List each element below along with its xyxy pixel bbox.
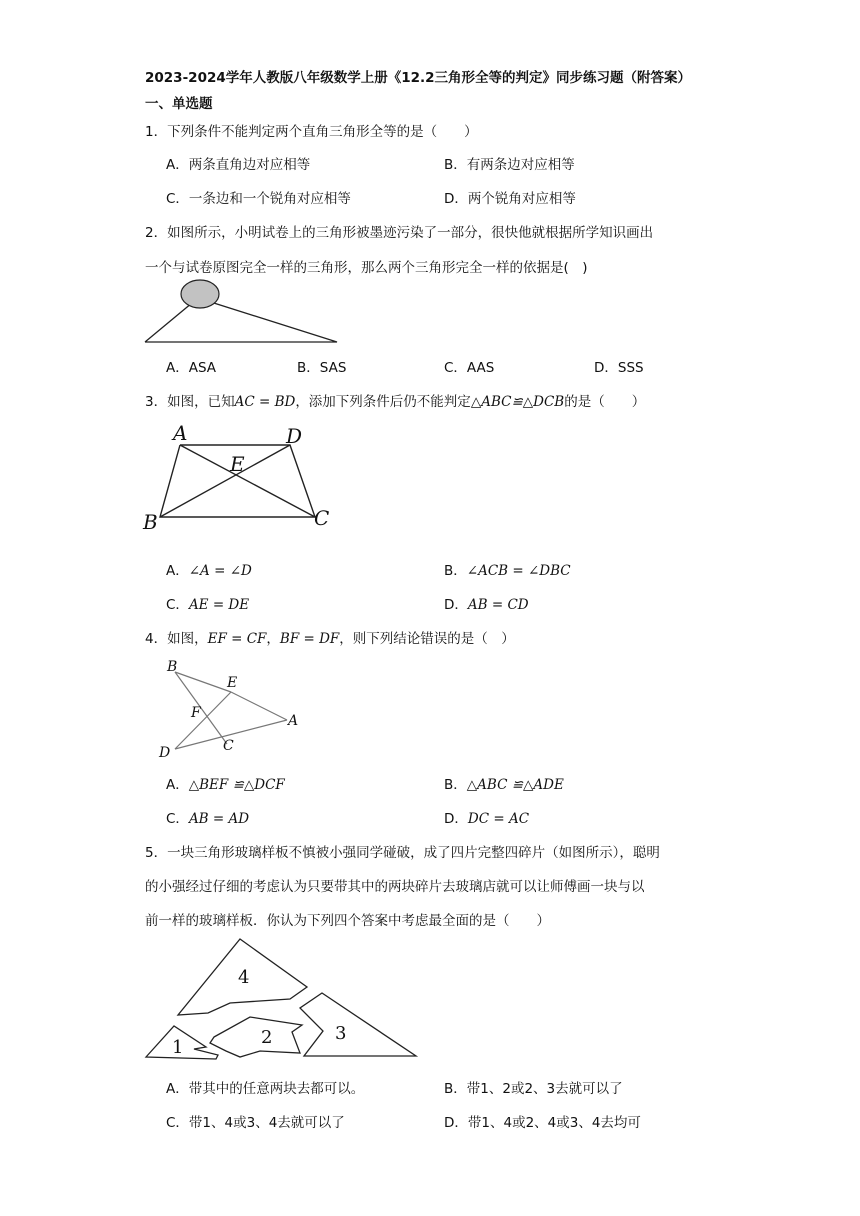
question-4-stem-suffix: ，则下列结论错误的是（ ）: [339, 631, 515, 647]
question-4-option-c-math: AB = AD: [188, 811, 250, 827]
question-3-stem-math1: AC = BD: [234, 394, 296, 410]
label-d: D: [286, 424, 303, 448]
question-4-stem-prefix: 4．如图，: [145, 631, 208, 647]
question-2-option-c[interactable]: C．AAS: [444, 360, 495, 376]
label-c: C: [314, 506, 330, 530]
question-5-option-c[interactable]: C．带1、4或3、4去就可以了: [166, 1115, 345, 1131]
question-3-option-b-math: ∠ACB = ∠DBC: [466, 563, 571, 579]
label-f: F: [191, 705, 201, 721]
question-4-figure: [155, 656, 305, 762]
question-4-option-b-math: △ABC ≌△ADE: [466, 777, 564, 793]
question-1-option-b[interactable]: B．有两条边对应相等: [444, 157, 575, 173]
question-3-stem-suffix: 的是（ ）: [564, 394, 646, 410]
question-3-option-c[interactable]: [166, 593, 249, 613]
label-a: A: [288, 713, 299, 729]
question-4-option-b-letter: B．: [444, 777, 467, 793]
question-5-option-a[interactable]: A．带其中的任意两块去都可以。: [166, 1081, 365, 1097]
label-b: B: [167, 659, 178, 675]
question-2-stem-line1: 2．如图所示，小明试卷上的三角形被墨迹污染了一部分，很快他就根据所学知识画出: [145, 225, 654, 241]
question-3-stem-prefix: 3．如图，已知: [145, 394, 235, 410]
question-2-figure: [140, 276, 345, 346]
question-3-stem: [145, 390, 645, 410]
ink-stain: [181, 280, 219, 308]
question-4-option-c-letter: C．: [166, 811, 189, 827]
label-b: B: [143, 510, 158, 534]
question-1-option-a[interactable]: A．两条直角边对应相等: [166, 157, 311, 173]
label-e: E: [230, 452, 245, 476]
label-d: D: [159, 745, 171, 761]
label-piece-1: 1: [172, 1037, 184, 1058]
question-3-option-a-math: ∠A = ∠D: [188, 563, 252, 579]
question-5-option-d[interactable]: D．带1、4或2、4或3、4去均可: [444, 1115, 641, 1131]
label-c: C: [223, 738, 234, 754]
question-4-option-d-math: DC = AC: [467, 811, 530, 827]
segment-be-line: [175, 672, 227, 744]
glass-piece-2: [210, 1017, 302, 1057]
question-5-stem-line3: 前一样的玻璃样板．你认为下列四个答案中考虑最全面的是（ ）: [145, 913, 550, 929]
question-4-option-c[interactable]: [166, 807, 249, 827]
question-4-option-a-math: △BEF ≌△DCF: [188, 777, 285, 793]
glass-piece-3: [300, 993, 416, 1056]
question-1-stem: 1．下列条件不能判定两个直角三角形全等的是（ ）: [145, 124, 478, 140]
question-4-option-d[interactable]: [444, 807, 529, 827]
question-2-option-a[interactable]: A．ASA: [166, 360, 217, 376]
question-3-stem-mid: ，添加下列条件后仍不能判定: [295, 394, 471, 410]
question-2-option-b[interactable]: B．SAS: [297, 360, 347, 376]
label-piece-2: 2: [261, 1027, 273, 1048]
question-3-option-c-math: AE = DE: [188, 597, 250, 613]
question-3-stem-math2: △ABC≌△DCB: [470, 394, 565, 410]
question-5-stem-line1: 5．一块三角形玻璃样板不慎被小强同学碰破，成了四片完整四碎片（如图所示），聪明: [145, 845, 660, 861]
question-4-stem-mid: ，: [266, 631, 280, 647]
label-piece-3: 3: [335, 1023, 347, 1044]
question-3-option-b[interactable]: [444, 559, 571, 579]
question-4-stem-math2: BF = DF: [279, 631, 340, 647]
question-2-stem-line2: 一个与试卷原图完全一样的三角形，那么两个三角形完全一样的依据是( ): [145, 260, 588, 276]
diagonal-bd: [160, 445, 290, 517]
question-3-option-d-math: AB = CD: [467, 597, 529, 613]
label-a: A: [173, 421, 188, 445]
question-4-option-a-letter: A．: [166, 777, 189, 793]
section-heading: 一、单选题: [145, 96, 213, 112]
question-2-option-d[interactable]: D．SSS: [594, 360, 644, 376]
question-3-option-d-letter: D．: [444, 597, 468, 613]
question-3-option-d[interactable]: [444, 593, 529, 613]
question-5-figure: [140, 935, 425, 1065]
question-3-figure: [140, 420, 340, 535]
question-4-stem: [145, 627, 515, 647]
question-5-stem-line2: 的小强经过仔细的考虑认为只要带其中的两块碎片去玻璃店就可以让师傅画一块与以: [145, 879, 645, 895]
question-3-option-c-letter: C．: [166, 597, 189, 613]
stained-triangle-sides: [145, 298, 337, 342]
diagonal-ac: [180, 445, 315, 517]
question-3-option-b-letter: B．: [444, 563, 467, 579]
question-1-option-c[interactable]: C．一条边和一个锐角对应相等: [166, 191, 351, 207]
question-3-option-a-letter: A．: [166, 563, 189, 579]
question-4-stem-math1: EF = CF: [207, 631, 267, 647]
question-4-option-b[interactable]: [444, 773, 564, 793]
label-piece-4: 4: [238, 967, 250, 988]
segment-ae-line: [231, 692, 287, 720]
document-title: 2023-2024学年人教版八年级数学上册《12.2三角形全等的判定》同步练习题（附答案）: [145, 70, 692, 86]
question-4-option-a[interactable]: [166, 773, 285, 793]
question-4-option-d-letter: D．: [444, 811, 468, 827]
question-1-option-d[interactable]: D．两个锐角对应相等: [444, 191, 576, 207]
question-5-option-b[interactable]: B．带1、2或2、3去就可以了: [444, 1081, 623, 1097]
label-e: E: [227, 675, 238, 691]
question-3-option-a[interactable]: [166, 559, 252, 579]
segment-be-top: [175, 672, 231, 692]
